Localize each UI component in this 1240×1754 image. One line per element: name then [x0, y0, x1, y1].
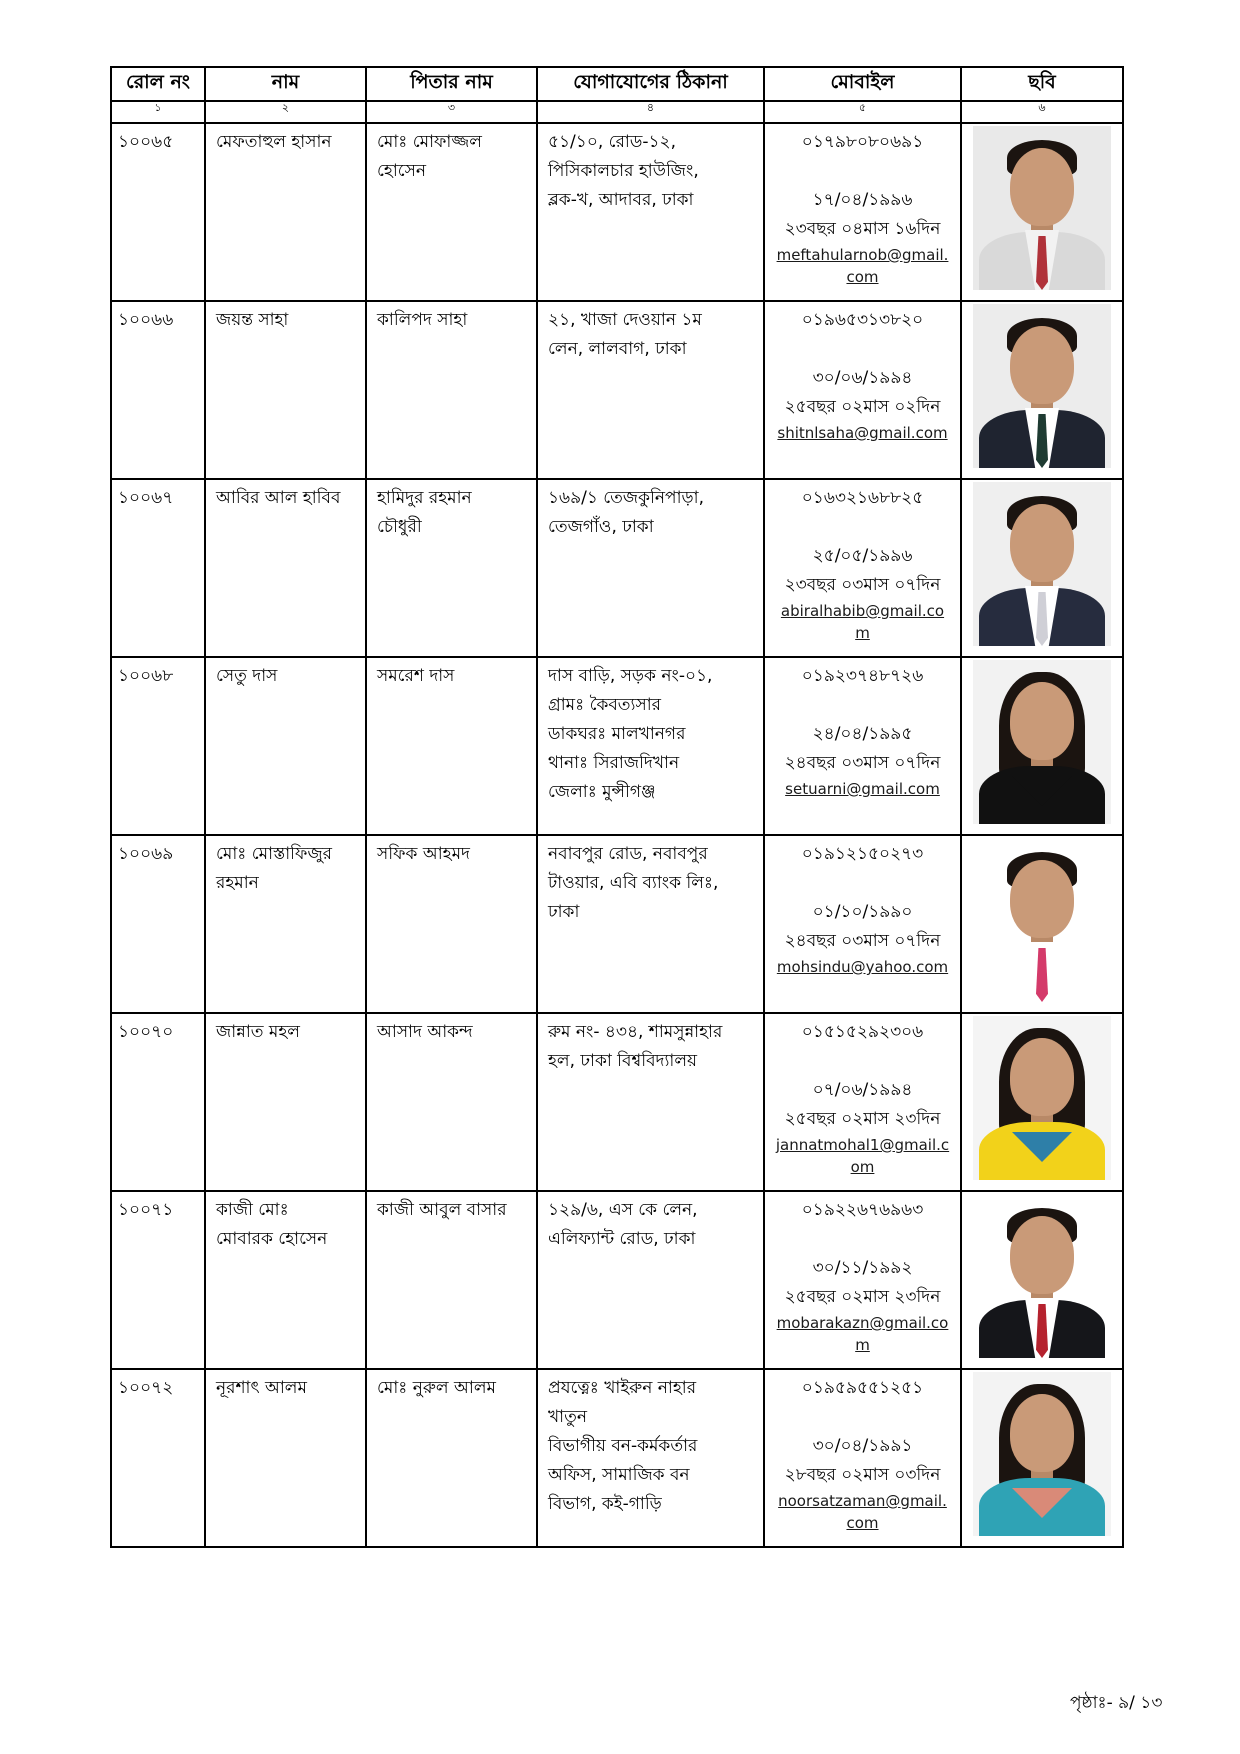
- mobile-number: ০১৯২৩৭৪৮৭২৬: [801, 666, 924, 686]
- father-name-line: হোসেন: [377, 161, 426, 181]
- name-line: কাজী মোঃ: [216, 1200, 289, 1220]
- age: ২৩বছর ০৩মাস ০৭দিন: [784, 575, 941, 595]
- address-line: লেন, লালবাগ, ঢাকা: [548, 339, 687, 359]
- father-name-cell: [366, 657, 537, 835]
- mobile-cell: [764, 657, 961, 835]
- header-row: [111, 67, 1123, 101]
- father-name-line: হামিদুর রহমান: [377, 488, 472, 508]
- address-line: তেজগাঁও, ঢাকা: [548, 517, 654, 537]
- address-line: ১৬৯/১ তেজকুনিপাড়া,: [548, 488, 704, 508]
- mobile-number: ০১৯২২৬৭৬৯৬৩: [801, 1200, 924, 1220]
- mobile-cell: [764, 835, 961, 1013]
- roll-cell: [111, 1013, 205, 1191]
- address-line: দাস বাড়ি, সড়ক নং-০১,: [548, 666, 713, 686]
- address-cell: [537, 479, 764, 657]
- father-name-line: চৌধুরী: [377, 517, 422, 537]
- address-line: বিভাগ, কই-গাড়ি: [548, 1494, 662, 1514]
- address-line: পিসিকালচার হাউজিং,: [548, 161, 699, 181]
- table-row: [111, 123, 1123, 301]
- address-line: রুম নং- ৪৩৪, শামসুন্নাহার: [548, 1022, 723, 1042]
- email-link[interactable]: shitnlsaha@gmail.com: [777, 424, 948, 442]
- address-cell: [537, 1013, 764, 1191]
- email-link[interactable]: meftahularnob@gmail.com: [776, 246, 949, 286]
- father-name-line: আসাদ আকন্দ: [377, 1022, 473, 1042]
- photo-cell: [961, 1369, 1123, 1547]
- address-line: টাওয়ার, এবি ব্যাংক লিঃ,: [548, 873, 719, 893]
- column-number: ৩: [366, 101, 537, 123]
- photo-cell: [961, 657, 1123, 835]
- roll-cell: [111, 1191, 205, 1369]
- mobile-cell: [764, 1013, 961, 1191]
- address-line: জেলাঃ মুন্সীগঞ্জ: [548, 782, 656, 802]
- mobile-number: ০১৯৫৯৫৫১২৫১: [801, 1378, 924, 1398]
- mobile-number: ০১৬৩২১৬৮৮২৫: [801, 488, 924, 508]
- name-line: নূরশাৎ আলম: [216, 1378, 307, 1398]
- roll-number: ১০০৬৯: [118, 844, 174, 864]
- mobile-cell: [764, 1191, 961, 1369]
- mobile-cell: [764, 123, 961, 301]
- address-cell: [537, 1369, 764, 1547]
- address-line: ডাকঘরঃ মালখানগর: [548, 724, 686, 744]
- roll-cell: [111, 479, 205, 657]
- roll-cell: [111, 1369, 205, 1547]
- portrait-photo-icon: [973, 304, 1111, 468]
- address-line: অফিস, সামাজিক বন: [548, 1465, 690, 1485]
- table-row: [111, 479, 1123, 657]
- mobile-cell: [764, 301, 961, 479]
- age: ২৪বছর ০৩মাস ০৭দিন: [784, 753, 941, 773]
- name-cell: [205, 835, 366, 1013]
- photo-cell: [961, 835, 1123, 1013]
- father-name-line: মোঃ মোফাজ্জল: [377, 132, 482, 152]
- name-line: রহমান: [216, 873, 259, 893]
- email-link[interactable]: mohsindu@yahoo.com: [776, 958, 949, 976]
- name-line: আবির আল হাবিব: [216, 488, 341, 508]
- table-row: [111, 1191, 1123, 1369]
- header-photo: ছবি: [961, 67, 1123, 101]
- photo-cell: [961, 1013, 1123, 1191]
- date-of-birth: ৩০/১১/১৯৯২: [812, 1258, 913, 1278]
- roll-cell: [111, 123, 205, 301]
- roll-number: ১০০৬৮: [118, 666, 174, 686]
- father-name-cell: [366, 123, 537, 301]
- records-body: [111, 123, 1123, 1547]
- photo-cell: [961, 301, 1123, 479]
- roll-number: ১০০৬৬: [118, 310, 174, 330]
- name-cell: [205, 301, 366, 479]
- name-line: সেতু দাস: [216, 666, 278, 686]
- address-line: খাতুন: [548, 1407, 587, 1427]
- date-of-birth: ২৪/০৪/১৯৯৫: [812, 724, 913, 744]
- column-number-row: [111, 101, 1123, 123]
- portrait-photo-icon: [973, 1016, 1111, 1180]
- age: ২৫বছর ০২মাস ০২দিন: [784, 397, 941, 417]
- father-name-cell: [366, 1013, 537, 1191]
- father-name-cell: [366, 301, 537, 479]
- address-line: ৫১/১০, রোড-১২,: [548, 132, 676, 152]
- mobile-cell: [764, 1369, 961, 1547]
- table-row: [111, 301, 1123, 479]
- address-cell: [537, 1191, 764, 1369]
- father-name-line: মোঃ নুরুল আলম: [377, 1378, 496, 1398]
- age: ২৮বছর ০২মাস ০৩দিন: [784, 1465, 941, 1485]
- address-line: প্রযত্নেঃ খাইরুন নাহার: [548, 1378, 697, 1398]
- header-address: যোগাযোগের ঠিকানা: [537, 67, 764, 101]
- address-cell: [537, 835, 764, 1013]
- father-name-line: সফিক আহমদ: [377, 844, 470, 864]
- mobile-number: ০১৯১২১৫০২৭৩: [801, 844, 924, 864]
- roll-cell: [111, 301, 205, 479]
- name-cell: [205, 657, 366, 835]
- name-line: জান্নাত মহল: [216, 1022, 300, 1042]
- mobile-number: ০১৯৬৫৩১৩৮২০: [801, 310, 924, 330]
- roll-number: ১০০৬৫: [118, 132, 174, 152]
- table-row: [111, 1013, 1123, 1191]
- portrait-photo-icon: [973, 1372, 1111, 1536]
- father-name-line: সমরেশ দাস: [377, 666, 455, 686]
- header-roll: রোল নং: [111, 67, 205, 101]
- name-line: মোঃ মোস্তাফিজুর: [216, 844, 333, 864]
- mobile-number: ০১৫১৫২৯২৩০৬: [801, 1022, 924, 1042]
- table-row: [111, 1369, 1123, 1547]
- header-name: নাম: [205, 67, 366, 101]
- portrait-photo-icon: [973, 838, 1111, 1002]
- address-line: ঢাকা: [548, 902, 580, 922]
- roll-cell: [111, 657, 205, 835]
- father-name-line: কাজী আবুল বাসার: [377, 1200, 507, 1220]
- column-number: ৬: [961, 101, 1123, 123]
- address-line: গ্রামঃ কৈবত্যসার: [548, 695, 661, 715]
- date-of-birth: ১৭/০৪/১৯৯৬: [812, 190, 913, 210]
- date-of-birth: ০৭/০৬/১৯৯৪: [812, 1080, 913, 1100]
- header-mobile: মোবাইল: [764, 67, 961, 101]
- name-line: মোবারক হোসেন: [216, 1229, 328, 1249]
- address-cell: [537, 657, 764, 835]
- header-father-name: পিতার নাম: [366, 67, 537, 101]
- address-line: ২১, খাজা দেওয়ান ১ম: [548, 310, 702, 330]
- age: ২৫বছর ০২মাস ২৩দিন: [784, 1287, 941, 1307]
- address-cell: [537, 123, 764, 301]
- portrait-photo-icon: [973, 660, 1111, 824]
- address-line: ব্লক-খ, আদাবর, ঢাকা: [548, 190, 694, 210]
- table-row: [111, 835, 1123, 1013]
- roll-cell: [111, 835, 205, 1013]
- email-link[interactable]: jannatmohal1@gmail.com: [775, 1136, 950, 1176]
- name-cell: [205, 1191, 366, 1369]
- age: ২৩বছর ০৪মাস ১৬দিন: [784, 219, 941, 239]
- address-line: বিভাগীয় বন-কর্মকর্তার: [548, 1436, 698, 1456]
- portrait-photo-icon: [973, 1194, 1111, 1358]
- age: ২৪বছর ০৩মাস ০৭দিন: [784, 931, 941, 951]
- date-of-birth: ২৫/০৫/১৯৯৬: [812, 546, 913, 566]
- date-of-birth: ৩০/০৬/১৯৯৪: [812, 368, 913, 388]
- page-number: পৃষ্ঠাঃ- ৯/ ১৩: [1070, 1693, 1163, 1713]
- date-of-birth: ৩০/০৪/১৯৯১: [812, 1436, 913, 1456]
- address-line: এলিফ্যান্ট রোড, ঢাকা: [548, 1229, 696, 1249]
- column-number: ১: [111, 101, 205, 123]
- mobile-number: ০১৭৯৮০৮০৬৯১: [801, 132, 924, 152]
- address-line: নবাবপুর রোড, নবাবপুর: [548, 844, 708, 864]
- father-name-cell: [366, 479, 537, 657]
- age: ২৫বছর ০২মাস ২৩দিন: [784, 1109, 941, 1129]
- table-row: [111, 657, 1123, 835]
- roll-number: ১০০৭১: [118, 1200, 174, 1220]
- name-line: জয়ন্ত সাহা: [216, 310, 289, 330]
- father-name-cell: [366, 1369, 537, 1547]
- portrait-photo-icon: [973, 126, 1111, 290]
- email-link[interactable]: mobarakazn@gmail.com: [776, 1314, 949, 1354]
- column-number: ৪: [537, 101, 764, 123]
- mobile-cell: [764, 479, 961, 657]
- candidate-table: [110, 66, 1124, 1548]
- roll-number: ১০০৭০: [118, 1022, 174, 1042]
- column-number: ২: [205, 101, 366, 123]
- address-line: হল, ঢাকা বিশ্ববিদ্যালয়: [548, 1051, 698, 1071]
- name-cell: [205, 1013, 366, 1191]
- photo-cell: [961, 123, 1123, 301]
- father-name-line: কালিপদ সাহা: [377, 310, 468, 330]
- address-line: থানাঃ সিরাজদিখান: [548, 753, 680, 773]
- email-link[interactable]: abiralhabib@gmail.com: [780, 602, 945, 642]
- name-cell: [205, 123, 366, 301]
- column-number: ৫: [764, 101, 961, 123]
- email-link[interactable]: setuarni@gmail.com: [785, 780, 940, 798]
- photo-cell: [961, 1191, 1123, 1369]
- photo-cell: [961, 479, 1123, 657]
- address-line: ১২৯/৬, এস কে লেন,: [548, 1200, 698, 1220]
- name-cell: [205, 479, 366, 657]
- father-name-cell: [366, 835, 537, 1013]
- roll-number: ১০০৭২: [118, 1378, 174, 1398]
- date-of-birth: ০১/১০/১৯৯০: [812, 902, 913, 922]
- address-cell: [537, 301, 764, 479]
- father-name-cell: [366, 1191, 537, 1369]
- name-line: মেফতাহুল হাসান: [216, 132, 332, 152]
- portrait-photo-icon: [973, 482, 1111, 646]
- name-cell: [205, 1369, 366, 1547]
- email-link[interactable]: noorsatzaman@gmail.com: [778, 1492, 947, 1532]
- roll-number: ১০০৬৭: [118, 488, 174, 508]
